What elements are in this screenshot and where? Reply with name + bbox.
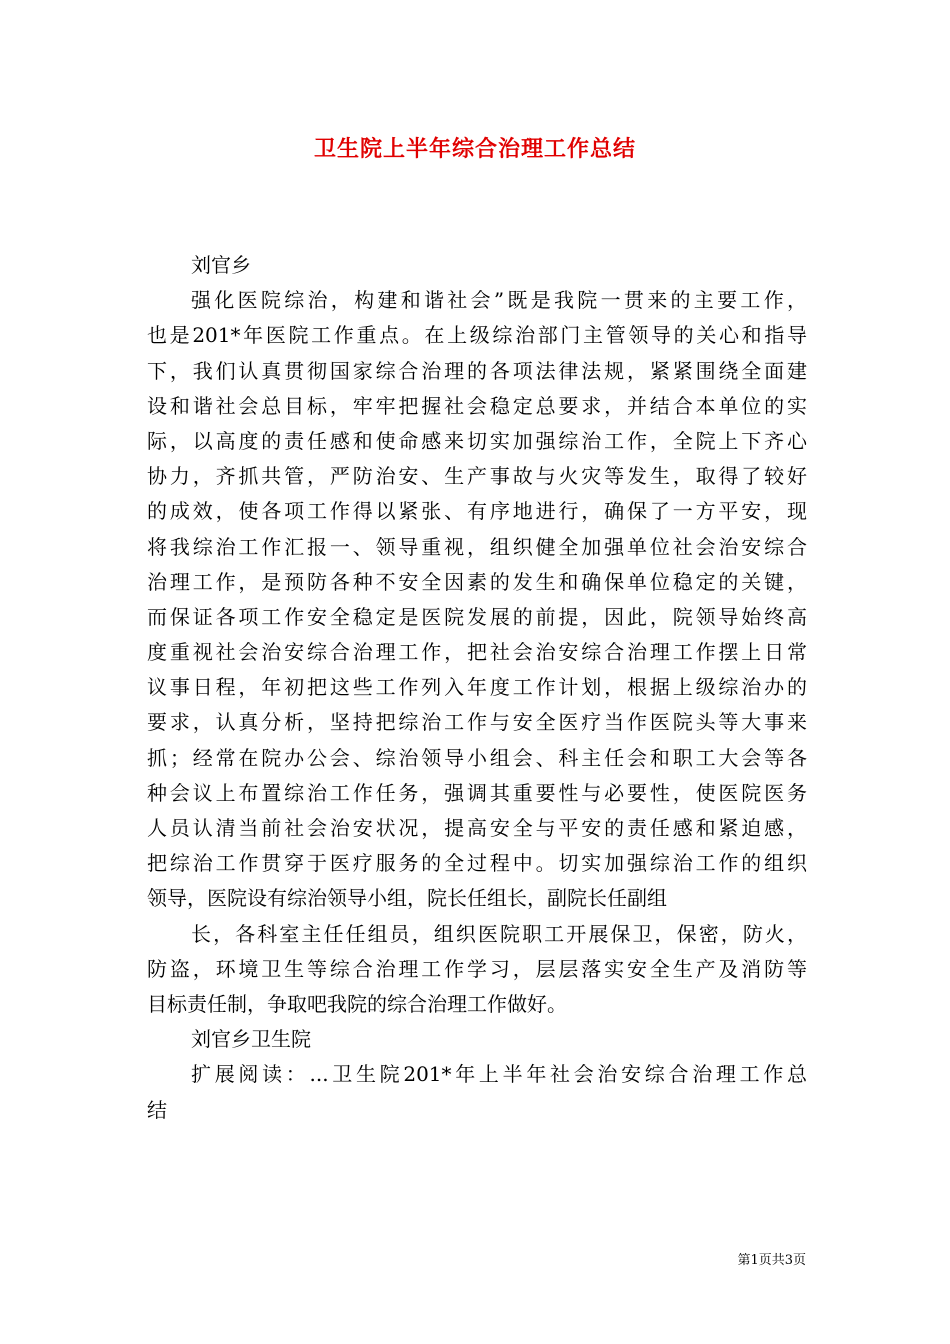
text-line: 下，我们认真贯彻国家综合治理的各项法律法规，紧紧围绕全面建 [147, 358, 807, 383]
text-line: 把综治工作贯穿于医疗服务的全过程中。切实加强综治工作的组织 [147, 851, 807, 876]
text-line: 度重视社会治安综合治理工作，把社会治安综合治理工作摆上日常 [147, 640, 807, 665]
extended-reading-line: 扩展阅读：...卫生院201*年上半年社会治安综合治理工作总 [191, 1062, 807, 1087]
text-line: 抓；经常在院办公会、综治领导小组会、科主任会和职工大会等各 [147, 745, 807, 770]
text-line: 种会议上布置综治工作任务，强调其重要性与必要性，使医院医务 [147, 780, 807, 805]
text-line: 的成效，使各项工作得以紧张、有序地进行，确保了一方平安，现 [147, 499, 807, 524]
text-line: 将我综治工作汇报一、领导重视，组织健全加强单位社会治安综合 [147, 534, 807, 559]
text-line: 协力，齐抓共管，严防治安、生产事故与火灾等发生，取得了较好 [147, 464, 807, 489]
text-line: 人员认清当前社会治安状况，提高安全与平安的责任感和紧迫感， [147, 816, 807, 840]
signature-line: 刘官乡卫生院 [191, 1027, 311, 1052]
text-line: 也是201*年医院工作重点。在上级综治部门主管领导的关心和指导 [147, 323, 807, 348]
text-line: 而保证各项工作安全稳定是医院发展的前提，因此，院领导始终高 [147, 604, 807, 629]
text-line: 际，以高度的责任感和使命感来切实加强综治工作，全院上下齐心 [147, 428, 807, 453]
page-number: 第1页共3页 [737, 1253, 806, 1268]
text-line: 长，各科室主任任组员，组织医院职工开展保卫，保密，防火， [191, 921, 807, 946]
text-line: 强化医院综治，构建和谐社会”既是我院一贯来的主要工作， [191, 288, 807, 313]
text-line: 防盗，环境卫生等综合治理工作学习，层层落实安全生产及消防等 [147, 956, 807, 981]
text-line: 目标责任制，争取吧我院的综合治理工作做好。 [147, 991, 567, 1016]
document-title: 卫生院上半年综合治理工作总结 [313, 136, 636, 162]
author-line: 刘官乡 [191, 253, 251, 277]
text-line: 设和谐社会总目标，牢牢把握社会稳定总要求，并结合本单位的实 [147, 393, 807, 418]
text-line: 议事日程，年初把这些工作列入年度工作计划，根据上级综治办的 [147, 675, 807, 700]
extended-reading-line: 结 [147, 1097, 167, 1122]
text-line: 治理工作，是预防各种不安全因素的发生和确保单位稳定的关键， [147, 569, 807, 594]
text-line: 领导，医院设有综治领导小组，院长任组长，副院长任副组 [147, 886, 667, 911]
document-body [147, 248, 807, 1128]
text-line: 要求，认真分析，坚持把综治工作与安全医疗当作医院头等大事来 [147, 710, 807, 735]
